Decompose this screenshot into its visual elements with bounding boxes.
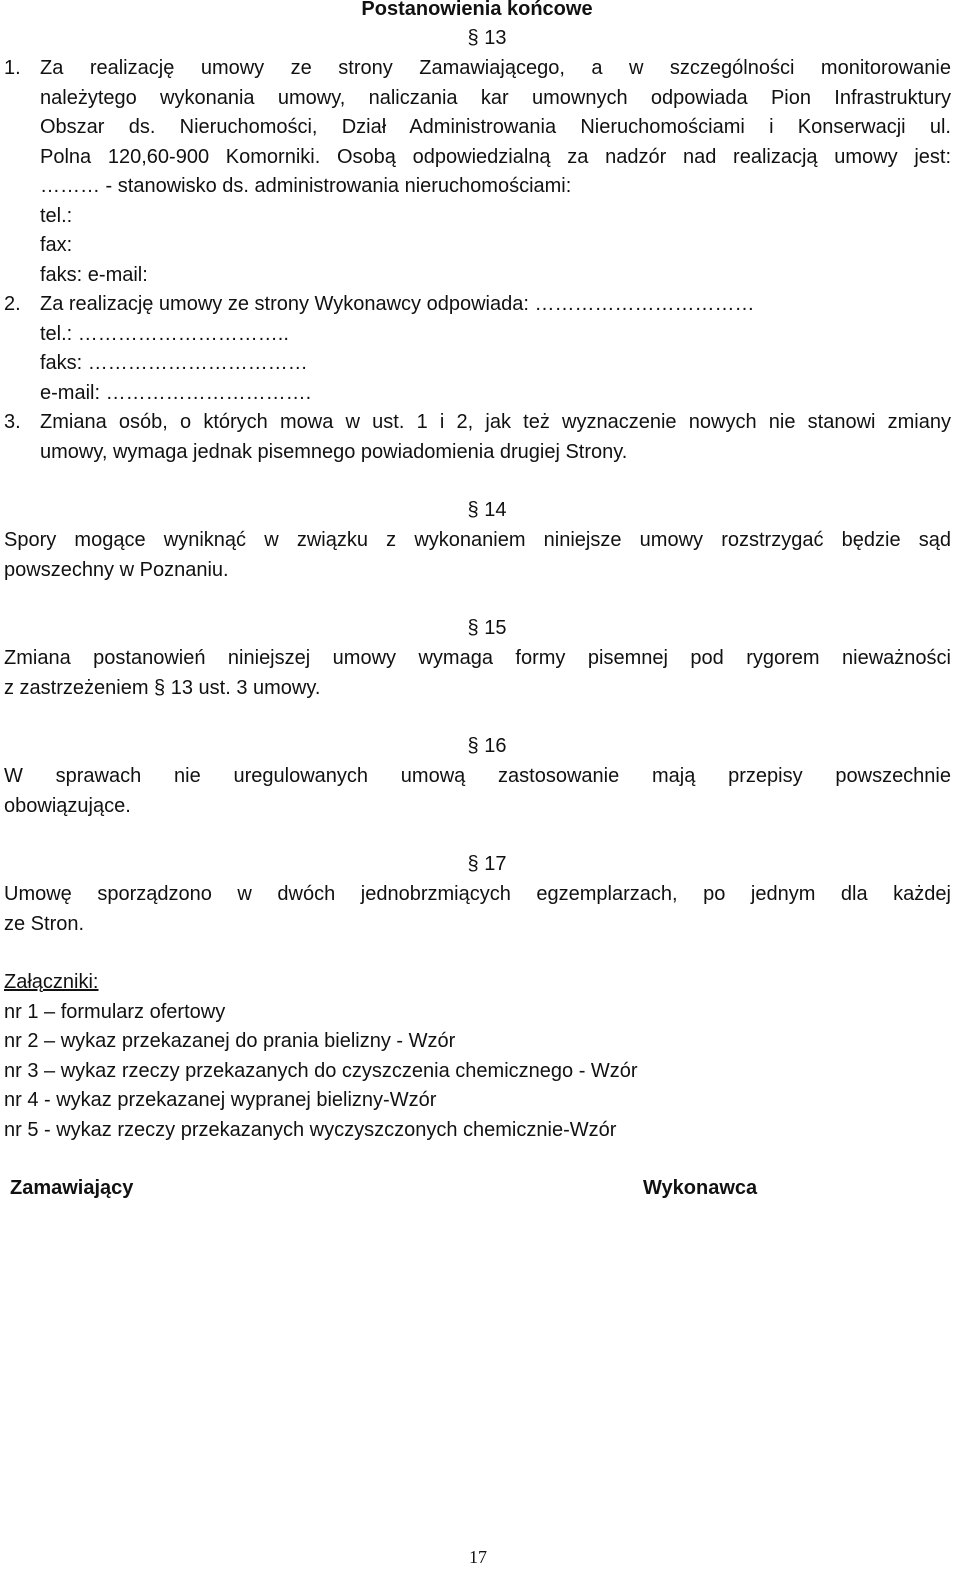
section-15-mark: § 15	[467, 617, 507, 639]
section-16-mark: § 16	[467, 735, 507, 757]
section-13-mark: § 13	[467, 27, 507, 49]
item-line: Za realizację umowy ze strony Zamawiającego, a w szczególności monitorowanie	[40, 57, 951, 79]
para-line: powszechny w Poznaniu.	[4, 558, 229, 581]
section-13-item-1	[4, 54, 951, 290]
attachment-item: nr 3 – wykaz rzeczy przekazanych do czyszczenia chemicznego - Wzór	[4, 1059, 638, 1082]
section-15-text	[4, 644, 951, 703]
para-line: obowiązujące.	[4, 794, 131, 817]
page-number: 17	[469, 1547, 487, 1567]
item-line: ……… - stanowisko ds. administrowania nieruchomościami:	[40, 175, 572, 197]
contact-faks: faks: ……………………………	[40, 352, 308, 374]
signature-zamawiajacy: Zamawiający	[10, 1177, 134, 1199]
section-17-text	[4, 880, 951, 939]
contact-tel: tel.:	[40, 204, 73, 227]
para-line: W sprawach nie uregulowanych umową zastosowanie mają przepisy powszechnie	[4, 765, 951, 787]
item-line: Zmiana osób, o których mowa w ust. 1 i 2, jak też wyznaczenie nowych nie stanowi zmiany	[40, 411, 951, 433]
attachment-item: nr 1 – formularz ofertowy	[4, 1000, 226, 1023]
attachment-item: nr 4 - wykaz przekazanej wypranej bielizny-Wzór	[4, 1089, 437, 1111]
para-line: ze Stron.	[4, 912, 85, 935]
contact-fax: fax:	[40, 234, 73, 256]
para-line: Umowę sporządzono w dwóch jednobrzmiących egzemplarzach, po jednym dla każdej	[4, 883, 951, 905]
section-heading: Postanowienia końcowe	[361, 0, 593, 20]
contact-tel: tel.: …………………………..	[40, 322, 289, 345]
section-13-item-3	[4, 408, 951, 467]
item-line: Za realizację umowy ze strony Wykonawcy odpowiada: ……………………………	[40, 293, 755, 315]
contact-faks-email: faks: e-mail:	[40, 263, 148, 286]
section-13-list	[4, 54, 951, 467]
attachments-section	[4, 968, 951, 1145]
para-line: Spory mogące wyniknąć w związku z wykonaniem niniejsze umowy rozstrzygać będzie sąd	[4, 529, 951, 551]
item-line: umowy, wymaga jednak pisemnego powiadomienia drugiej Strony.	[40, 440, 628, 463]
item-line: należytego wykonania umowy, naliczania kar umownych odpowiada Pion Infrastruktury	[40, 86, 951, 109]
item-line: Obszar ds. Nieruchomości, Dział Administrowania Nieruchomościami i Konserwacji ul.	[40, 116, 951, 138]
item-number: 1.	[4, 57, 21, 79]
para-line: Zmiana postanowień niniejszej umowy wymaga formy pisemnej pod rygorem nieważności	[4, 647, 951, 669]
attachment-item: nr 5 - wykaz rzeczy przekazanych wyczyszczonych chemicznie-Wzór	[4, 1118, 617, 1141]
section-14-mark: § 14	[467, 499, 507, 521]
section-14-text	[4, 526, 951, 585]
attachments-title: Załączniki:	[4, 971, 99, 993]
item-number: 3.	[4, 411, 21, 433]
attachment-item: nr 2 – wykaz przekazanej do prania bielizny - Wzór	[4, 1030, 456, 1052]
contact-email: e-mail: ………………………….	[40, 381, 312, 404]
para-line: z zastrzeżeniem § 13 ust. 3 umowy.	[4, 676, 321, 699]
section-16-text	[4, 762, 951, 821]
signature-wykonawca: Wykonawca	[643, 1177, 758, 1199]
section-17-mark: § 17	[467, 853, 507, 875]
section-13-item-2	[4, 290, 951, 408]
item-line: Polna 120,60-900 Komorniki. Osobą odpowiedzialną za nadzór nad realizacją umowy jest:	[40, 145, 951, 168]
item-number: 2.	[4, 293, 21, 315]
